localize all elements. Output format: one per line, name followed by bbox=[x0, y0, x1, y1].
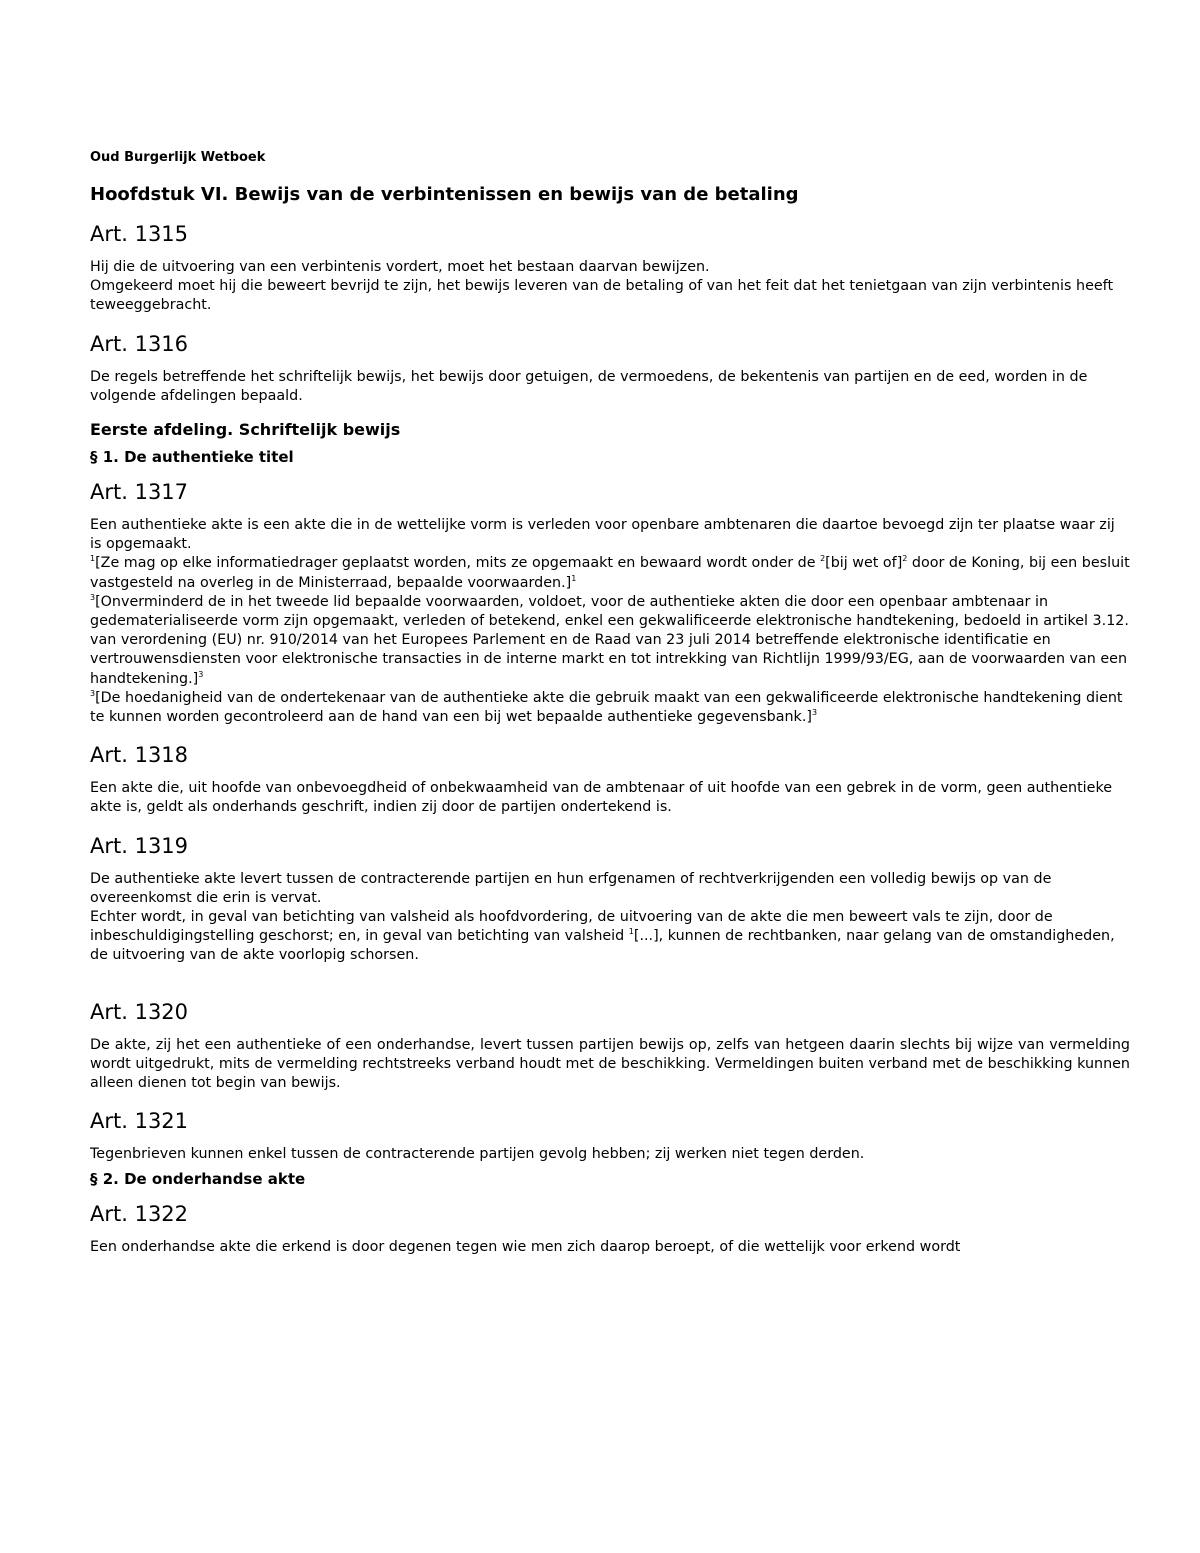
footnote-marker: 1 bbox=[90, 554, 96, 564]
footnote-marker: 3 bbox=[198, 669, 204, 679]
article-paragraph: Omgekeerd moet hij die beweert bevrijd te zijn, het bewijs leveren van de betaling of van het feit dat het tenietgaan van zijn verbintenis heeft teweeggebracht. bbox=[90, 278, 1114, 314]
article-heading-1315: Art. 1315 bbox=[90, 222, 189, 246]
article-paragraph: Een akte die, uit hoofde van onbevoegdheid of onbekwaamheid van de ambtenaar of uit hoofde van een gebrek in de vorm, geen authentieke akte is, geldt als onderhands geschrift, indien zij door de partijen ondertekend is. bbox=[90, 780, 1113, 816]
article-body-1315 bbox=[90, 258, 1130, 316]
article-paragraph: De akte, zij het een authentieke of een onderhandse, levert tussen partijen bewijs op, zelfs van hetgeen daarin slechts bij wijze van vermelding wordt uitgedrukt, mits de vermelding rechtstreeks verband houdt met de beschikking. Vermeldingen buiten verband met de beschikking kunnen alleen dienen tot begin van bewijs. bbox=[90, 1036, 1130, 1092]
document-page bbox=[90, 148, 1130, 1270]
text-span: [...], kunnen de rechtbanken, naar gelang van de omstandigheden, de uitvoering van de akte voorlopig schorsen. bbox=[90, 928, 1115, 964]
article-paragraph: Tegenbrieven kunnen enkel tussen de contracterende partijen gevolg hebben; zij werken niet tegen derden. bbox=[90, 1146, 865, 1163]
article-heading-1320: Art. 1320 bbox=[90, 999, 189, 1024]
article-heading-1321: Art. 1321 bbox=[90, 1109, 189, 1134]
section-title: Eerste afdeling. Schriftelijk bewijs bbox=[90, 420, 401, 440]
footnote-marker: 3 bbox=[811, 708, 818, 718]
article-paragraph bbox=[90, 593, 1130, 689]
text-span: [bij wet of] bbox=[825, 555, 903, 572]
article-heading-1316: Art. 1316 bbox=[90, 331, 189, 356]
article-body-1318 bbox=[90, 779, 1130, 817]
spacer bbox=[90, 978, 1130, 996]
footnote-marker: 2 bbox=[902, 554, 908, 564]
article-paragraph: De authentieke akte levert tussen de contracterende partijen en hun erfgenamen of rechtverkrijgenden een volledig bewijs op van de overeenkomst die erin is vervat. bbox=[90, 870, 1052, 906]
article-body-1319 bbox=[90, 870, 1130, 966]
article-body-1316 bbox=[90, 368, 1130, 406]
paragraph-title: § 1. De authentieke titel bbox=[90, 448, 294, 467]
footnote-marker: 1 bbox=[628, 927, 634, 937]
chapter-title: Hoofdstuk VI. Bewijs van de verbintenissen en bewijs van de betaling bbox=[90, 184, 799, 205]
footnote-marker: 3 bbox=[90, 689, 96, 699]
article-body-1317 bbox=[90, 516, 1130, 727]
article-paragraph: Een onderhandse akte die erkend is door degenen tegen wie men zich daarop beroept, of die wettelijk voor erkend wordt bbox=[90, 1239, 961, 1256]
article-body-1320 bbox=[90, 1036, 1130, 1094]
article-heading-1318: Art. 1318 bbox=[90, 743, 189, 768]
footnote-marker: 1 bbox=[571, 573, 577, 583]
document-title: Oud Burgerlijk Wetboek bbox=[90, 150, 266, 165]
footnote-marker: 3 bbox=[90, 593, 96, 603]
text-span: [De hoedanigheid van de ondertekenaar van de authentieke akte die gebruik maakt van een gekwalificeerde elektronische handtekening dient te kunnen worden gecontroleerd aan de hand van een bij wet bepaalde authentieke gegevensbank.] bbox=[90, 689, 1123, 726]
text-span: [Onverminderd de in het tweede lid bepaalde voorwaarden, voldoet, voor de authentieke akten die door een openbaar ambtenaar in gedematerialiseerde vorm zijn opgemaakt, verleden of betekend, enkel een gekwalificeerde elektronische handtekening, bedoeld in artikel 3.12. van verordening (EU) nr. 910/2014 van het Europees Parlement en de Raad van 23 juli 2014 betreffende elektronische identificatie en vertrouwensdiensten voor elektronische transacties in de interne markt en tot intrekking van Richtlijn 1999/93/EG, aan de voorwaarden van een handtekening.] bbox=[90, 593, 1129, 687]
article-heading-1317: Art. 1317 bbox=[90, 480, 189, 505]
article-body-1321 bbox=[90, 1145, 1130, 1164]
article-paragraph bbox=[90, 689, 1130, 727]
article-heading-1322: Art. 1322 bbox=[90, 1202, 189, 1227]
article-paragraph: Hij die de uitvoering van een verbintenis vordert, moet het bestaan daarvan bewijzen. bbox=[90, 259, 710, 275]
text-span: [Ze mag op elke informatiedrager geplaatst worden, mits ze opgemaakt en bewaard wordt onder de bbox=[95, 555, 821, 572]
article-paragraph bbox=[90, 908, 1130, 966]
article-heading-1319: Art. 1319 bbox=[90, 833, 189, 858]
paragraph-title: § 2. De onderhandse akte bbox=[90, 1170, 306, 1189]
footnote-marker: 2 bbox=[820, 554, 826, 564]
article-paragraph: De regels betreffende het schriftelijk bewijs, het bewijs door getuigen, de vermoedens, de bekentenis van partijen en de eed, worden in de volgende afdelingen bepaald. bbox=[90, 368, 1088, 404]
article-body-1322 bbox=[90, 1238, 1130, 1257]
article-paragraph bbox=[90, 554, 1130, 592]
article-paragraph: Een authentieke akte is een akte die in de wettelijke vorm is verleden voor openbare ambtenaren die daartoe bevoegd zijn ter plaatse waar zij is opgemaakt. bbox=[90, 517, 1115, 553]
text-span: door de Koning, bij een besluit vastgesteld na overleg in de Ministerraad, bepaalde voorwaarden.] bbox=[90, 555, 1130, 591]
text-span: Echter wordt, in geval van betichting van valsheid als hoofdvordering, de uitvoering van de akte die men beweert vals te zijn, door de inbeschuldigingstelling geschorst; en, in geval van betichting van valsheid bbox=[90, 909, 1053, 945]
